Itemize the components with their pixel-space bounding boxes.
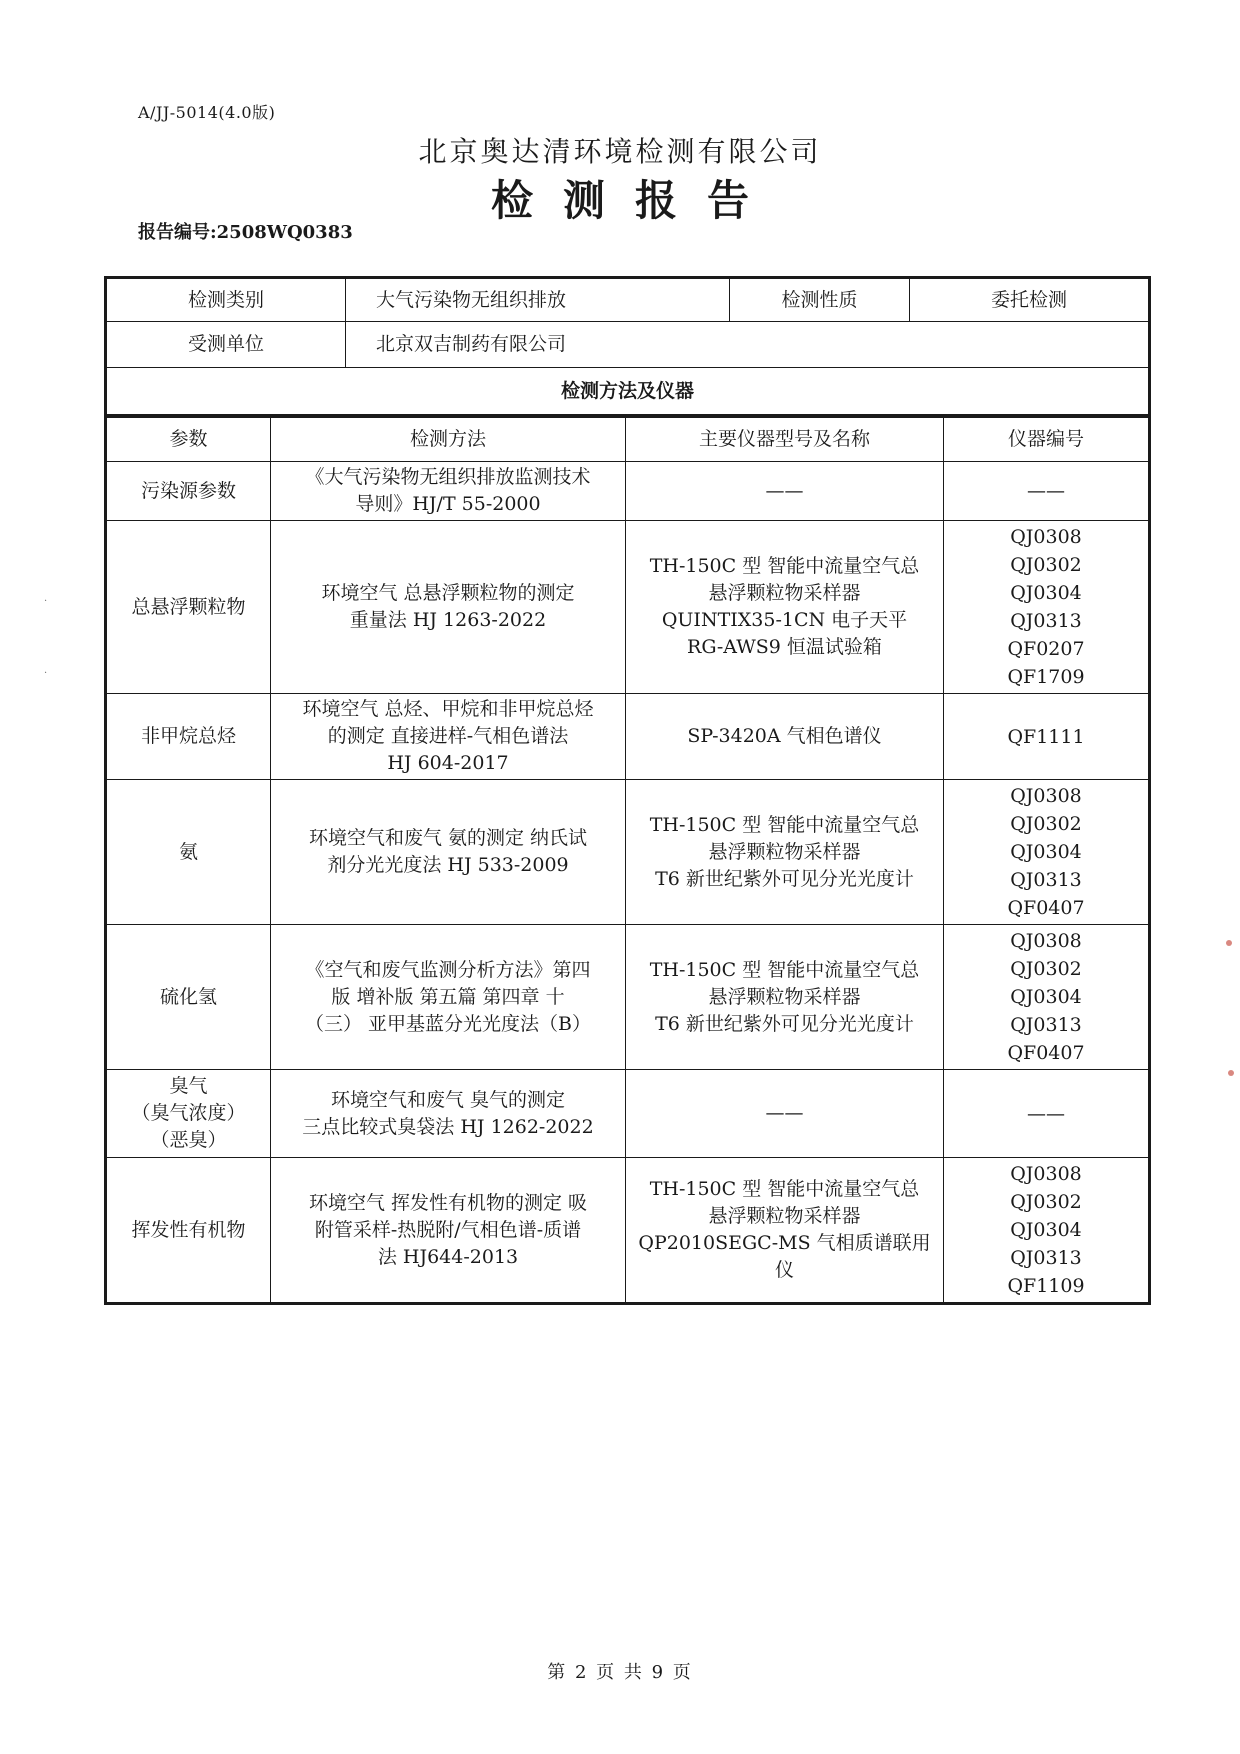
param-cell-line: 总悬浮颗粒物 <box>131 595 246 618</box>
nature-label: 检测性质 <box>730 278 910 322</box>
codes-cell <box>944 521 1150 694</box>
client-value: 北京双吉制药有限公司 <box>346 322 1150 368</box>
codes-cell-line: QJ0302 <box>1010 554 1082 576</box>
instrument-cell <box>626 925 944 1070</box>
table-row <box>106 1158 1150 1304</box>
codes-cell <box>944 462 1150 521</box>
codes-cell-line: QJ0302 <box>1010 1191 1082 1213</box>
codes-cell-line: QF1111 <box>1007 725 1085 748</box>
codes-cell-line: QJ0304 <box>1010 841 1082 863</box>
codes-cell <box>944 1158 1150 1304</box>
method-cell-line: 重量法 HJ 1263-2022 <box>349 609 547 631</box>
method-cell <box>271 521 626 694</box>
report-number <box>138 218 353 244</box>
codes-cell-line: QJ0313 <box>1010 610 1082 632</box>
report-number-value: 2508WQ0383 <box>216 222 353 243</box>
instrument-cell <box>626 462 944 521</box>
param-cell-line: （恶臭） <box>150 1129 227 1151</box>
codes-cell-line: QJ0308 <box>1010 930 1082 952</box>
param-cell-line: 硫化氢 <box>159 985 217 1008</box>
instrument-cell-line: QUINTIX35-1CN 电子天平 <box>661 609 908 631</box>
form-code: A/JJ-5014(4.0版) <box>138 103 276 122</box>
table-row <box>106 1070 1150 1158</box>
table-row <box>106 694 1150 780</box>
instrument-cell-line: T6 新世纪紫外可见分光光度计 <box>655 867 914 890</box>
instrument-cell <box>626 521 944 694</box>
codes-cell <box>944 1070 1150 1158</box>
method-cell-line: 环境空气 总悬浮颗粒物的测定 <box>321 582 575 604</box>
method-cell-line: 环境空气和废气 臭气的测定 <box>330 1088 566 1111</box>
report-number-label: 报告编号: <box>138 222 217 243</box>
method-cell-line: 导则》HJ/T 55-2000 <box>355 493 541 515</box>
method-cell <box>271 780 626 925</box>
instrument-cell <box>626 1070 944 1158</box>
table-header-row <box>106 418 1150 462</box>
instrument-cell-line: TH-150C 型 智能中流量空气总 <box>649 555 920 577</box>
method-cell-line: 三点比较式臭袋法 HJ 1262-2022 <box>302 1115 594 1138</box>
param-cell-line: 臭气 <box>169 1075 208 1097</box>
codes-cell-line: QJ0302 <box>1010 958 1082 980</box>
nature-value: 委托检测 <box>910 278 1150 322</box>
instrument-cell-line: 悬浮颗粒物采样器 <box>708 582 861 604</box>
param-cell <box>106 925 271 1070</box>
codes-cell <box>944 694 1150 780</box>
param-cell <box>106 1070 271 1158</box>
codes-cell-line: QF0407 <box>1007 1042 1085 1064</box>
client-label: 受测单位 <box>106 322 346 368</box>
codes-cell-line: QJ0302 <box>1010 813 1082 835</box>
codes-cell-line: QF0407 <box>1007 897 1085 919</box>
category-value: 大气污染物无组织排放 <box>346 278 730 322</box>
company-name: 北京奥达清环境检测有限公司 <box>418 135 822 168</box>
instrument-cell-line: TH-150C 型 智能中流量空气总 <box>649 1178 920 1200</box>
table-row <box>106 462 1150 521</box>
section-title: 检测方法及仪器 <box>106 368 1150 416</box>
instrument-cell-line: 悬浮颗粒物采样器 <box>708 985 861 1008</box>
table-row <box>106 521 1150 694</box>
method-cell <box>271 925 626 1070</box>
method-cell-line: 环境空气和废气 氨的测定 纳氏试 <box>308 827 588 849</box>
method-cell <box>271 1070 626 1158</box>
param-cell-line: 污染源参数 <box>140 479 236 502</box>
method-cell-line: HJ 604-2017 <box>387 752 509 774</box>
codes-cell-line: QF1109 <box>1007 1275 1085 1297</box>
scan-mark <box>1228 1070 1234 1076</box>
col-header-method: 检测方法 <box>271 418 626 462</box>
instrument-cell-line: —— <box>765 479 804 502</box>
param-cell <box>106 780 271 925</box>
param-cell-line: （臭气浓度） <box>131 1102 246 1124</box>
report-table <box>104 276 1148 1305</box>
codes-cell-line: QJ0313 <box>1010 1014 1082 1036</box>
method-cell-line: 剂分光光度法 HJ 533-2009 <box>327 854 569 876</box>
codes-cell-line: QJ0308 <box>1010 1163 1082 1185</box>
table-row <box>106 780 1150 925</box>
param-cell-line: 非甲烷总烃 <box>140 725 236 747</box>
codes-cell-line: —— <box>1027 1102 1065 1125</box>
scan-speck: · <box>44 668 48 679</box>
codes-cell-line: QJ0304 <box>1010 582 1082 604</box>
instrument-cell-line: QP2010SEGC-MS 气相质谱联用仪 <box>638 1232 931 1281</box>
instrument-cell-line: TH-150C 型 智能中流量空气总 <box>649 813 920 836</box>
instrument-cell-line: T6 新世纪紫外可见分光光度计 <box>655 1012 914 1035</box>
instrument-cell-line: 悬浮颗粒物采样器 <box>708 840 861 863</box>
methods-table <box>104 417 1151 1305</box>
instrument-cell-line: —— <box>765 1102 804 1124</box>
method-cell-line: 《空气和废气监测分析方法》第四 <box>305 958 591 981</box>
codes-cell-line: QJ0304 <box>1010 986 1082 1008</box>
codes-cell-line: QJ0308 <box>1010 785 1082 807</box>
report-title: 检测报告 <box>490 176 779 225</box>
param-cell-line: 氨 <box>178 840 198 863</box>
col-header-codes: 仪器编号 <box>944 418 1150 462</box>
page-number: 第 2 页 共 9 页 <box>547 1662 693 1683</box>
table-row <box>106 925 1150 1070</box>
col-header-instrument: 主要仪器型号及名称 <box>626 418 944 462</box>
param-cell <box>106 521 271 694</box>
instrument-cell-line: TH-150C 型 智能中流量空气总 <box>649 958 920 981</box>
method-cell <box>271 1158 626 1304</box>
codes-cell-line: QJ0304 <box>1010 1219 1082 1241</box>
instrument-cell <box>626 694 944 780</box>
param-cell <box>106 462 271 521</box>
method-cell-line: 的测定 直接进样-气相色谱法 <box>327 725 569 747</box>
col-header-param: 参数 <box>106 418 271 462</box>
instrument-cell <box>626 1158 944 1304</box>
codes-cell <box>944 925 1150 1070</box>
codes-cell-line: QJ0313 <box>1010 869 1082 891</box>
method-cell-line: 版 增补版 第五篇 第四章 十 <box>331 985 565 1008</box>
info-table <box>104 276 1151 417</box>
method-cell-line: 《大气污染物无组织排放监测技术 <box>305 466 591 488</box>
instrument-cell-line: 悬浮颗粒物采样器 <box>708 1205 861 1227</box>
method-cell <box>271 462 626 521</box>
method-cell-line: 法 HJ644-2013 <box>377 1245 519 1268</box>
method-cell-line: 环境空气 挥发性有机物的测定 吸 <box>308 1191 588 1214</box>
instrument-cell-line: SP-3420A 气相色谱仪 <box>687 725 882 747</box>
category-label: 检测类别 <box>106 278 346 322</box>
scan-speck: · <box>44 596 48 607</box>
method-cell <box>271 694 626 780</box>
codes-cell-line: QF1709 <box>1007 666 1085 688</box>
codes-cell <box>944 780 1150 925</box>
codes-cell-line: QF0207 <box>1007 638 1085 660</box>
method-cell-line: 附管采样-热脱附/气相色谱-质谱 <box>314 1218 582 1241</box>
codes-cell-line: QJ0313 <box>1010 1247 1082 1269</box>
codes-cell-line: QJ0308 <box>1010 526 1082 548</box>
instrument-cell <box>626 780 944 925</box>
scan-mark <box>1226 940 1232 946</box>
codes-cell-line: —— <box>1027 480 1065 502</box>
param-cell <box>106 694 271 780</box>
method-cell-line: 环境空气 总烃、甲烷和非甲烷总烃 <box>302 698 594 720</box>
param-cell <box>106 1158 271 1304</box>
instrument-cell-line: RG-AWS9 恒温试验箱 <box>687 636 882 658</box>
method-cell-line: （三） 亚甲基蓝分光光度法（B） <box>304 1012 591 1035</box>
param-cell-line: 挥发性有机物 <box>131 1218 246 1241</box>
